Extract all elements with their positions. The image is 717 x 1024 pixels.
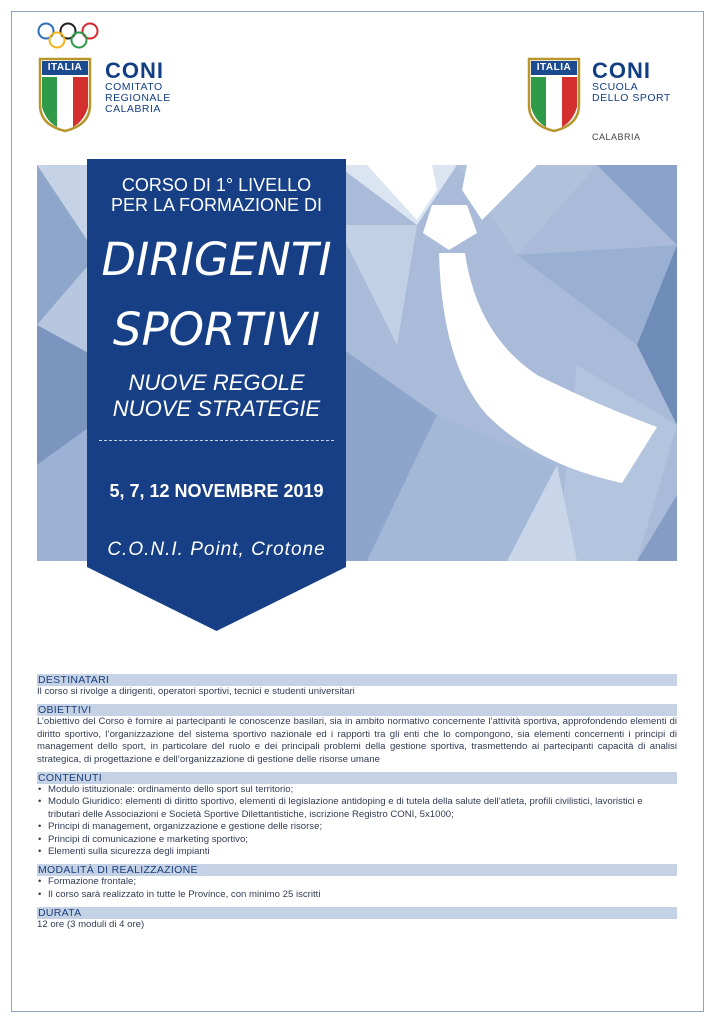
section-heading: DURATA bbox=[37, 907, 677, 919]
banner-line-2: PER LA FORMAZIONE DI bbox=[110, 195, 323, 215]
brand-left bbox=[105, 60, 171, 115]
info-sections bbox=[37, 674, 677, 938]
list-item-text: Formazione frontale; bbox=[48, 876, 136, 888]
banner-title-1: DIRIGENTI bbox=[101, 233, 332, 286]
section-obiettivi bbox=[37, 704, 677, 766]
list-item: • Modulo istituzionale: ordinamento dello sport sul territorio; bbox=[38, 784, 294, 796]
banner-title-2: SPORTIVI bbox=[112, 303, 321, 356]
brand-right-title: CONI bbox=[592, 58, 651, 83]
section-modalita bbox=[37, 864, 677, 901]
brand-right-sub-2: DELLO SPORT bbox=[592, 92, 671, 104]
list-item: • Principi di comunicazione e marketing sportivo; bbox=[38, 833, 248, 845]
brand-right-sub-1: SCUOLA bbox=[592, 81, 639, 93]
shield-label-left: ITALIA bbox=[47, 62, 83, 73]
list-item: • Il corso sarà realizzato in tutte le Province, con minimo 25 iscritti bbox=[38, 888, 321, 900]
list-item: • Principi di management, organizzazione e gestione delle risorse; bbox=[38, 821, 323, 833]
list-item-text: Modulo istituzionale: ordinamento dello sport sul territorio; bbox=[48, 784, 294, 796]
section-destinatari bbox=[37, 674, 677, 698]
section-heading: OBIETTIVI bbox=[37, 704, 677, 716]
brand-left-sub-3: CALABRIA bbox=[105, 103, 161, 115]
list-item-text: Il corso sarà realizzato in tutte le Province, con minimo 25 iscritti bbox=[48, 888, 321, 900]
list-item-text: Modulo Giuridico: elementi di diritto sportivo, elementi di legislazione antidoping e di tutela della salute dell’atleta, profili civilistici, lavoristici e tributari delle Associazioni e Società Sportive Dilettantistiche, iscrizione Registro CONI, 5x1000; bbox=[48, 796, 643, 820]
section-text: L’obiettivo del Corso è fornire ai partecipanti le conoscenze basilari, sia in ambito normativo concernente l’attività sportiva, approfondendo elementi di diritto sportivo, l’organizzazione del sistema sportivo nazionale ed i rapporti tra gli enti che lo compongono, sia elementi concernenti i principi di management dello sport, in particolare del ruolo e dei principali problemi della gestione sportiva, trasmettendo ai partecipanti capacità di analisi strategica, di progettazione e dell’organizzazione di gestione delle risorse umane bbox=[37, 716, 677, 765]
banner-subtitle-1: NUOVE REGOLE bbox=[128, 370, 305, 395]
shield-label-right: ITALIA bbox=[536, 62, 572, 73]
banner-line-1: CORSO DI 1° LIVELLO bbox=[121, 175, 312, 195]
section-text: 12 ore (3 moduli di 4 ore) bbox=[37, 919, 145, 931]
brand-left-sub-2: REGIONALE bbox=[105, 92, 171, 104]
section-heading: MODALITÀ DI REALIZZAZIONE bbox=[37, 864, 677, 876]
brand-left-title: CONI bbox=[105, 58, 164, 83]
section-text: Il corso si rivolge a dirigenti, operatori sportivi, tecnici e studenti universitari bbox=[37, 686, 355, 697]
banner-divider bbox=[99, 440, 334, 441]
list-item-text: Elementi sulla sicurezza degli impianti bbox=[48, 846, 210, 858]
banner-text bbox=[87, 159, 346, 631]
list-item: • Modulo Giuridico: elementi di diritto sportivo, elementi di legislazione antidoping e di tutela della salute dell’atleta, profili civilistici, lavoristici e tributari delle Associazioni e Società Sportive Dilettantistiche, iscrizione Registro CONI, 5x1000; bbox=[38, 796, 643, 820]
list-item: • Elementi sulla sicurezza degli impianti bbox=[38, 846, 210, 858]
list-item-text: Principi di management, organizzazione e gestione delle risorse; bbox=[48, 821, 323, 833]
section-heading: CONTENUTI bbox=[37, 772, 677, 784]
list-item-text: Principi di comunicazione e marketing sportivo; bbox=[48, 833, 248, 845]
section-durata bbox=[37, 907, 677, 931]
section-heading: DESTINATARI bbox=[37, 674, 677, 686]
brand-right-region: CALABRIA bbox=[592, 132, 641, 142]
banner-venue: C.O.N.I. Point, Crotone bbox=[107, 539, 326, 560]
brand-right bbox=[592, 60, 671, 104]
olympic-rings-icon bbox=[37, 22, 99, 52]
banner-subtitle-2: NUOVE STRATEGIE bbox=[112, 396, 321, 421]
list-item: • Formazione frontale; bbox=[38, 876, 136, 888]
brand-left-sub-1: COMITATO bbox=[105, 81, 163, 93]
banner-dates: 5, 7, 12 NOVEMBRE 2019 bbox=[109, 481, 324, 501]
section-contenuti bbox=[37, 772, 677, 858]
